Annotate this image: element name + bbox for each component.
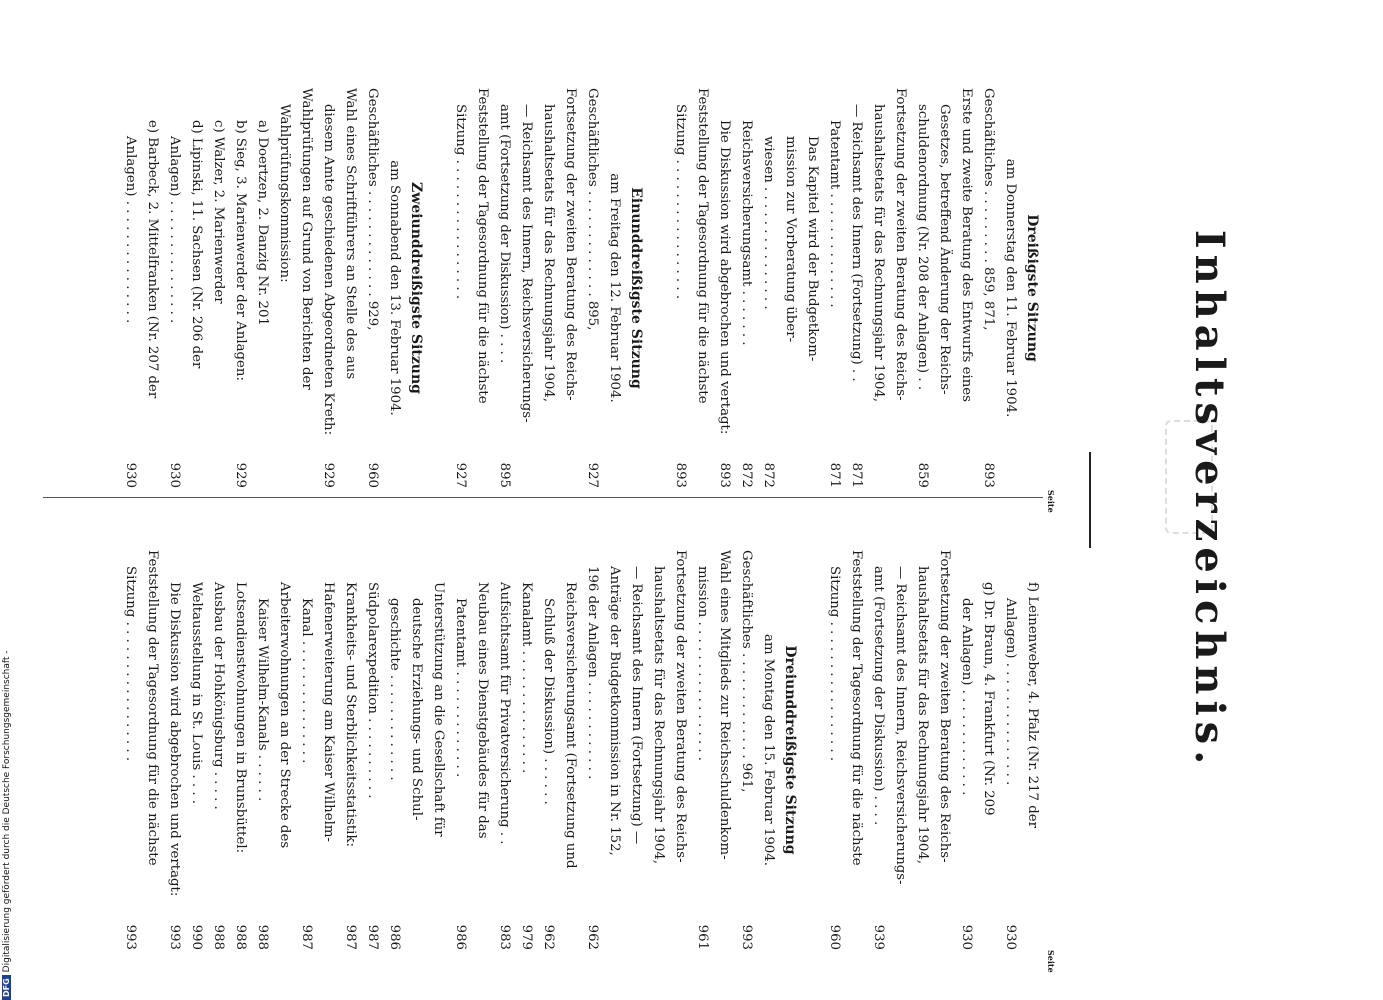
toc-entry-text: Gesetzes, betreffend Änderung der Reichs- bbox=[937, 104, 952, 395]
toc-entry-text: Geschäftliches . . . . . . . . . . . . . 895, bbox=[585, 88, 600, 331]
toc-entry-text: d) Lipinski, 11. Sachsen (Nr. 206 der bbox=[189, 120, 204, 369]
toc-entry bbox=[669, 550, 691, 950]
toc-entry-text: Südpolarexpedition . . . . . . . . . . bbox=[365, 582, 380, 799]
toc-entry bbox=[603, 550, 625, 950]
toc-entry-text: Ausbau der Hohkönigsburg . . . . . bbox=[211, 582, 226, 810]
toc-entry-text: am Donnerstag den 11. Februar 1904. bbox=[1003, 158, 1018, 418]
toc-entry-text: Feststellung der Tagesordnung für die nächste bbox=[695, 88, 710, 404]
toc-page-number: 960 bbox=[365, 462, 380, 488]
toc-entry-text: Anlagen) . . . . . . . . . . . . . . . bbox=[167, 136, 182, 324]
toc-entry bbox=[735, 88, 757, 488]
toc-page-number: 993 bbox=[167, 924, 182, 950]
toc-page-number: 893 bbox=[981, 462, 996, 488]
toc-entry-text: Erste und zweite Beratung des Entwurfs eines bbox=[959, 88, 974, 402]
page-title: Inhaltsverzeichnis. bbox=[1186, 229, 1233, 771]
toc-page-number: 993 bbox=[123, 924, 138, 950]
toc-entry bbox=[713, 88, 735, 488]
toc-entry-text: Wahl eines Schriftführers an Stelle des aus bbox=[343, 88, 358, 380]
toc-entry bbox=[889, 88, 911, 488]
toc-entry bbox=[955, 88, 977, 488]
toc-entry-text: Neubau eines Dienstgebäudes für das bbox=[475, 582, 490, 839]
toc-entry bbox=[537, 88, 559, 488]
toc-entry-text: Aufsichtsamt für Privatversicherung . . bbox=[497, 582, 512, 845]
toc-entry bbox=[449, 88, 471, 488]
toc-entry-text: diesem Amte geschiedenen Abgeordneten Kreth: bbox=[321, 104, 336, 436]
toc-entry bbox=[295, 88, 317, 488]
seite-label-right: Seite bbox=[1046, 950, 1056, 973]
toc-entry bbox=[141, 550, 163, 950]
section-gap bbox=[801, 550, 823, 950]
toc-entry bbox=[977, 550, 999, 950]
toc-entry-text: Schluß der Diskussion) . . . . . . bbox=[541, 598, 556, 805]
toc-entry-text: Wahlprüfungen auf Grund von Berichten der bbox=[299, 88, 314, 390]
toc-entry-text: 196 der Anlagen . . . . . . . . . . . . bbox=[585, 566, 600, 780]
right-column bbox=[119, 550, 1043, 950]
toc-entry-text: Reichsversicherungsamt . . . . . . . bbox=[739, 120, 754, 346]
toc-entry-text: Sitzung . . . . . . . . . . . . . . . . . bbox=[673, 104, 688, 300]
credit-text: Digitalisierung gefördert durch die Deutsche Forschungsgemeinschaft - bbox=[2, 650, 12, 973]
toc-page-number: 988 bbox=[255, 924, 270, 950]
toc-entry-text: b) Sieg, 3. Marienwerder der Anlagen: bbox=[233, 120, 248, 381]
toc-entry-text: haushaltsetats für das Rechnungsjahr 1904, bbox=[541, 104, 556, 403]
toc-entry-text: Patentamt . . . . . . . . . . . . . bbox=[453, 598, 468, 778]
toc-entry-text: Einunddreißigste Sitzung bbox=[628, 187, 644, 389]
toc-entry-text: amt (Fortsetzung der Diskussion) . . . . bbox=[871, 566, 886, 826]
toc-entry bbox=[471, 88, 493, 488]
toc-page-number: 927 bbox=[453, 462, 468, 488]
toc-entry bbox=[515, 550, 537, 950]
toc-page-number: 987 bbox=[365, 924, 380, 950]
toc-entry-text: f) Leinenweber, 4. Pfalz (Nr. 217 der bbox=[1025, 582, 1040, 828]
toc-entry bbox=[801, 88, 823, 488]
toc-entry bbox=[999, 550, 1021, 950]
toc-page-number: 986 bbox=[453, 924, 468, 950]
toc-entry bbox=[361, 550, 383, 950]
session-date bbox=[757, 550, 779, 950]
toc-page-number: 930 bbox=[123, 462, 138, 488]
toc-entry bbox=[251, 88, 273, 488]
toc-entry bbox=[867, 88, 889, 488]
toc-entry-text: Wahlprüfungskommission: bbox=[277, 104, 292, 283]
toc-entry bbox=[427, 550, 449, 950]
toc-entry-text: — Reichsamt des Innern (Fortsetzung) . . bbox=[849, 104, 864, 382]
toc-entry bbox=[493, 88, 515, 488]
toc-entry bbox=[119, 88, 141, 488]
toc-entry bbox=[207, 88, 229, 488]
toc-entry bbox=[867, 550, 889, 950]
toc-entry-text: Anlagen) . . . . . . . . . . . . . . . bbox=[123, 136, 138, 324]
toc-entry bbox=[185, 88, 207, 488]
toc-entry-text: Krankheits- und Sterblichkeitsstatistik: bbox=[343, 582, 358, 847]
toc-page-number: 990 bbox=[189, 924, 204, 950]
toc-entry-text: Geschäftliches . . . . . . . . . . . . . 961, bbox=[739, 550, 754, 793]
toc-entry bbox=[383, 550, 405, 950]
toc-entry bbox=[735, 550, 757, 950]
toc-page-number: 988 bbox=[211, 924, 226, 950]
toc-entry-text: mission zur Vorberatung über- bbox=[783, 136, 798, 343]
toc-page-number: 986 bbox=[387, 924, 402, 950]
column-divider bbox=[43, 497, 1043, 498]
toc-entry-text: amt (Fortsetzung der Diskussion) . . . . bbox=[497, 104, 512, 364]
toc-page-number: 930 bbox=[167, 462, 182, 488]
toc-page-number: 962 bbox=[585, 924, 600, 950]
toc-page-number: 859 bbox=[915, 462, 930, 488]
toc-entry bbox=[581, 550, 603, 950]
toc-entry bbox=[273, 88, 295, 488]
toc-entry bbox=[911, 550, 933, 950]
toc-entry bbox=[933, 550, 955, 950]
toc-entry bbox=[911, 88, 933, 488]
toc-entry bbox=[185, 550, 207, 950]
toc-entry bbox=[207, 550, 229, 950]
toc-entry-text: Kanal . . . . . . . . . . . . . . . bbox=[299, 598, 314, 764]
toc-page-number: 930 bbox=[959, 924, 974, 950]
toc-entry-text: Dreiunddreißigste Sitzung bbox=[782, 645, 798, 855]
toc-entry-text: geschichte . . . . . . . . . . . . . bbox=[387, 598, 402, 781]
toc-entry-text: Unterstützung an die Gesellschaft für bbox=[431, 582, 446, 837]
toc-entry bbox=[273, 550, 295, 950]
toc-entry-text: Geschäftliches . . . . . . . . . . . . . 929, bbox=[365, 88, 380, 331]
toc-page-number: 930 bbox=[1003, 924, 1018, 950]
toc-entry-text: Geschäftliches . . . . . . . . . 859, 871, bbox=[981, 88, 996, 331]
toc-entry bbox=[163, 550, 185, 950]
toc-entry-text: Patentamt . . . . . . . . . . . . . . bbox=[827, 120, 842, 308]
toc-entry bbox=[251, 550, 273, 950]
section-gap bbox=[427, 88, 449, 488]
toc-entry bbox=[889, 550, 911, 950]
toc-entry bbox=[163, 88, 185, 488]
toc-page-number: 939 bbox=[871, 924, 886, 950]
toc-entry-text: Reichsversicherungsamt (Fortsetzung und bbox=[563, 582, 578, 869]
toc-entry bbox=[405, 550, 427, 950]
toc-entry-text: Anträge der Budgetkommission in Nr. 152, bbox=[607, 566, 622, 856]
toc-entry-text: Kanalamt . . . . . . . . . . . . . . . bbox=[519, 582, 534, 774]
toc-entry-text: Fortsetzung der zweiten Beratung des Reichs- bbox=[673, 550, 688, 863]
toc-entry-text: Die Diskussion wird abgebrochen und vertagt: bbox=[717, 120, 732, 435]
toc-entry-text: am Montag den 15. Februar 1904. bbox=[761, 634, 776, 866]
toc-page-number: 929 bbox=[233, 462, 248, 488]
toc-entry-text: Fortsetzung der zweiten Beratung des Reichs- bbox=[937, 550, 952, 863]
toc-entry bbox=[581, 88, 603, 488]
toc-entry bbox=[647, 550, 669, 950]
toc-entry-text: Sitzung . . . . . . . . . . . . . . . . . bbox=[827, 566, 842, 762]
toc-entry-text: — Reichsamt des Innern, Reichsversicherungs- bbox=[893, 566, 908, 885]
toc-page-number: 987 bbox=[299, 924, 314, 950]
toc-page-number: 987 bbox=[343, 924, 358, 950]
seite-label-left: Seite bbox=[1046, 490, 1056, 513]
dfg-logo: DFG bbox=[2, 975, 11, 1000]
toc-entry-text: am Freitag den 12. Februar 1904. bbox=[607, 173, 622, 403]
toc-entry-text: Feststellung der Tagesordnung für die nächste bbox=[475, 88, 490, 404]
toc-entry bbox=[977, 88, 999, 488]
toc-entry bbox=[537, 550, 559, 950]
title-rule bbox=[1089, 452, 1091, 548]
toc-entry-text: Fortsetzung der zweiten Beratung des Reichs- bbox=[893, 88, 908, 401]
toc-entry bbox=[691, 88, 713, 488]
toc-page-number: 988 bbox=[233, 924, 248, 950]
toc-entry-text: Sitzung . . . . . . . . . . . . . . . . . bbox=[453, 104, 468, 300]
toc-page-number: 872 bbox=[739, 462, 754, 488]
toc-page-number: 929 bbox=[321, 462, 336, 488]
section-gap bbox=[647, 88, 669, 488]
toc-entry-text: e) Barbeck, 2. Mittelfranken (Nr. 207 der bbox=[145, 120, 160, 399]
toc-entry bbox=[713, 550, 735, 950]
session-date bbox=[999, 88, 1021, 488]
toc-entry bbox=[691, 550, 713, 950]
toc-entry-text: am Sonnabend den 13. Februar 1904. bbox=[387, 160, 402, 416]
toc-entry bbox=[229, 550, 251, 950]
toc-entry-text: haushaltsetats für das Rechnungsjahr 1904, bbox=[915, 566, 930, 865]
session-heading bbox=[1021, 88, 1043, 488]
toc-entry-text: mission . . . . . . . . . . . . . . . . . bbox=[695, 566, 710, 762]
toc-entry bbox=[757, 88, 779, 488]
toc-entry bbox=[559, 88, 581, 488]
toc-page-number: 979 bbox=[519, 924, 534, 950]
session-date bbox=[603, 88, 625, 488]
toc-entry bbox=[823, 550, 845, 950]
toc-page-number: 960 bbox=[827, 924, 842, 950]
toc-entry-text: Kaiser Wilhelm-Kanals . . . . . . bbox=[255, 598, 270, 802]
toc-entry-text: der Anlagen) . . . . . . . . . . . . . bbox=[959, 598, 974, 796]
toc-entry-text: schuldenordnung (Nr. 208 der Anlagen) . . bbox=[915, 104, 930, 391]
toc-entry-text: haushaltsetats für das Rechnungsjahr 1904, bbox=[871, 104, 886, 403]
toc-page-number: 993 bbox=[739, 924, 754, 950]
toc-entry bbox=[339, 88, 361, 488]
toc-entry-text: Dreißigste Sitzung bbox=[1024, 214, 1040, 362]
toc-entry bbox=[493, 550, 515, 950]
toc-entry-text: Feststellung der Tagesordnung für die nächste bbox=[145, 550, 160, 866]
toc-entry bbox=[1021, 550, 1043, 950]
toc-entry-text: Anlagen) . . . . . . . . . . . . . . . bbox=[1003, 598, 1018, 786]
session-heading bbox=[405, 88, 427, 488]
toc-entry bbox=[471, 550, 493, 950]
toc-entry bbox=[119, 550, 141, 950]
toc-page-number: 871 bbox=[827, 462, 842, 488]
toc-entry bbox=[559, 550, 581, 950]
toc-entry bbox=[141, 88, 163, 488]
toc-page-number: 962 bbox=[541, 924, 556, 950]
toc-entry bbox=[449, 550, 471, 950]
session-heading bbox=[625, 88, 647, 488]
toc-page-number: 893 bbox=[717, 462, 732, 488]
toc-page-number: 895 bbox=[497, 462, 512, 488]
toc-entry bbox=[625, 550, 647, 950]
toc-entry bbox=[845, 550, 867, 950]
toc-entry-text: c) Walzer, 2. Marienwerder bbox=[211, 120, 226, 304]
toc-entry-text: wiesen . . . . . . . . . . . . . . . bbox=[761, 136, 776, 310]
toc-entry-text: Fortsetzung der zweiten Beratung des Reichs- bbox=[563, 88, 578, 401]
toc-entry-text: g) Dr. Braun, 4. Frankfurt (Nr. 209 bbox=[981, 582, 996, 816]
toc-page-number: 872 bbox=[761, 462, 776, 488]
toc-entry-text: deutsche Erziehungs- und Schul- bbox=[409, 598, 424, 821]
toc-entry-text: Wahl eines Mitglieds zur Reichsschuldenkom- bbox=[717, 550, 732, 860]
toc-entry bbox=[339, 550, 361, 950]
toc-entry-text: Die Diskussion wird abgebrochen und vertagt: bbox=[167, 582, 182, 897]
toc-entry bbox=[933, 88, 955, 488]
digitization-credit bbox=[2, 600, 14, 1000]
session-date bbox=[383, 88, 405, 488]
toc-entry-text: — Reichsamt des Innern (Fortsetzung) — bbox=[629, 566, 644, 845]
toc-page-number: 961 bbox=[695, 924, 710, 950]
toc-entry bbox=[295, 550, 317, 950]
toc-page-number: 893 bbox=[673, 462, 688, 488]
toc-entry-text: Das Kapitel wird der Budgetkom- bbox=[805, 136, 820, 362]
toc-entry bbox=[515, 88, 537, 488]
toc-entry-text: Weltausstellung in St. Louis . . . . bbox=[189, 582, 204, 805]
toc-entry bbox=[845, 88, 867, 488]
toc-entry bbox=[361, 88, 383, 488]
toc-entry bbox=[317, 88, 339, 488]
toc-entry-text: a) Doertzen, 2. Danzig Nr. 201 bbox=[255, 120, 270, 326]
toc-entry bbox=[779, 88, 801, 488]
toc-entry bbox=[669, 88, 691, 488]
toc-entry-text: haushaltsetats für das Rechnungsjahr 1904, bbox=[651, 566, 666, 865]
toc-entry-text: Sitzung . . . . . . . . . . . . . . . . . bbox=[123, 566, 138, 762]
toc-entry bbox=[317, 550, 339, 950]
toc-entry bbox=[955, 550, 977, 950]
toc-entry-text: Lotsendienstwohnungen in Brunsbüttel: bbox=[233, 582, 248, 854]
toc-entry-text: Zweiunddreißigste Sitzung bbox=[408, 182, 424, 394]
toc-page-number: 927 bbox=[585, 462, 600, 488]
toc-entry-text: Arbeiterwohnungen an der Strecke des bbox=[277, 582, 292, 849]
toc-entry bbox=[229, 88, 251, 488]
session-heading bbox=[779, 550, 801, 950]
toc-page-number: 871 bbox=[849, 462, 864, 488]
toc-entry bbox=[823, 88, 845, 488]
toc-entry-text: — Reichsamt des Innern, Reichsversicherungs- bbox=[519, 104, 534, 423]
toc-entry-text: Hafenerweiterung am Kaiser Wilhelm- bbox=[321, 582, 336, 842]
toc-entry-text: Feststellung der Tagesordnung für die nächste bbox=[849, 550, 864, 866]
toc-page-number: 983 bbox=[497, 924, 512, 950]
left-column bbox=[119, 88, 1043, 488]
